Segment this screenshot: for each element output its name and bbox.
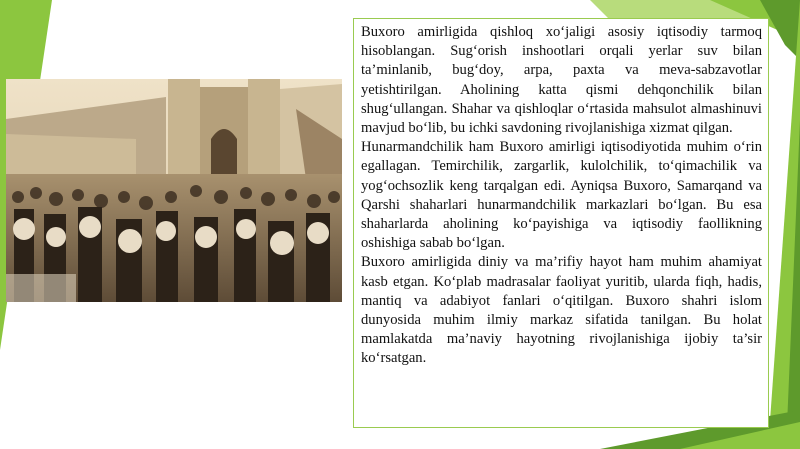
photo-icon (6, 79, 342, 302)
historical-photo (6, 79, 342, 302)
paragraph-agriculture: Buxoro amirligida qishloq xo‘jaligi asosiy iqtisodiy tarmoq hisoblangan. Sug‘orish inshootlari orqali yerlar suv bilan ta’minlanib, bug‘doy, arpa, paxta va meva-sabzavotlar yetishtirilgan. Aholining katta qismi dehqonchilik bilan shug‘ullangan. Shahar va qishloqlar o‘rtasida mahsulot almashinuvi mavjud bo‘lib, bu ichki savdoning rivojlanishiga xizmat qilgan. (361, 24, 762, 137)
description-text-box (353, 18, 769, 428)
paragraph-crafts: Hunarmandchilik ham Buxoro amirligi iqtisodiyotida muhim o‘rin egallagan. Temirchilik, zargarlik, kulolchilik, to‘qimachilik va yog‘ochsozlik keng tarqalgan edi. Ayniqsa Buxoro, Samarqand va Qarshi shaharlari hunarmandchilik markazlari bo‘lgan. Bu esa shaharlarda aholining ko‘payishiga va iqtisodiy faollikning oshishiga sabab bo‘lgan. (361, 139, 762, 252)
paragraph-religion-education: Buxoro amirligida diniy va ma’rifiy hayot ham muhim ahamiyat kasb etgan. Ko‘plab madrasalar faoliyat yuritib, ularda fiqh, hadis, mantiq va adabiyot fanlari o‘qitilgan. Buxoro shahri islom dunyosida muhim ilmiy markaz sifatida tanilgan. Bu holat mamlakatda ma’naviy hayotning rivojlanishiga ijobiy ta’sir ko‘rsatgan. (361, 254, 762, 367)
